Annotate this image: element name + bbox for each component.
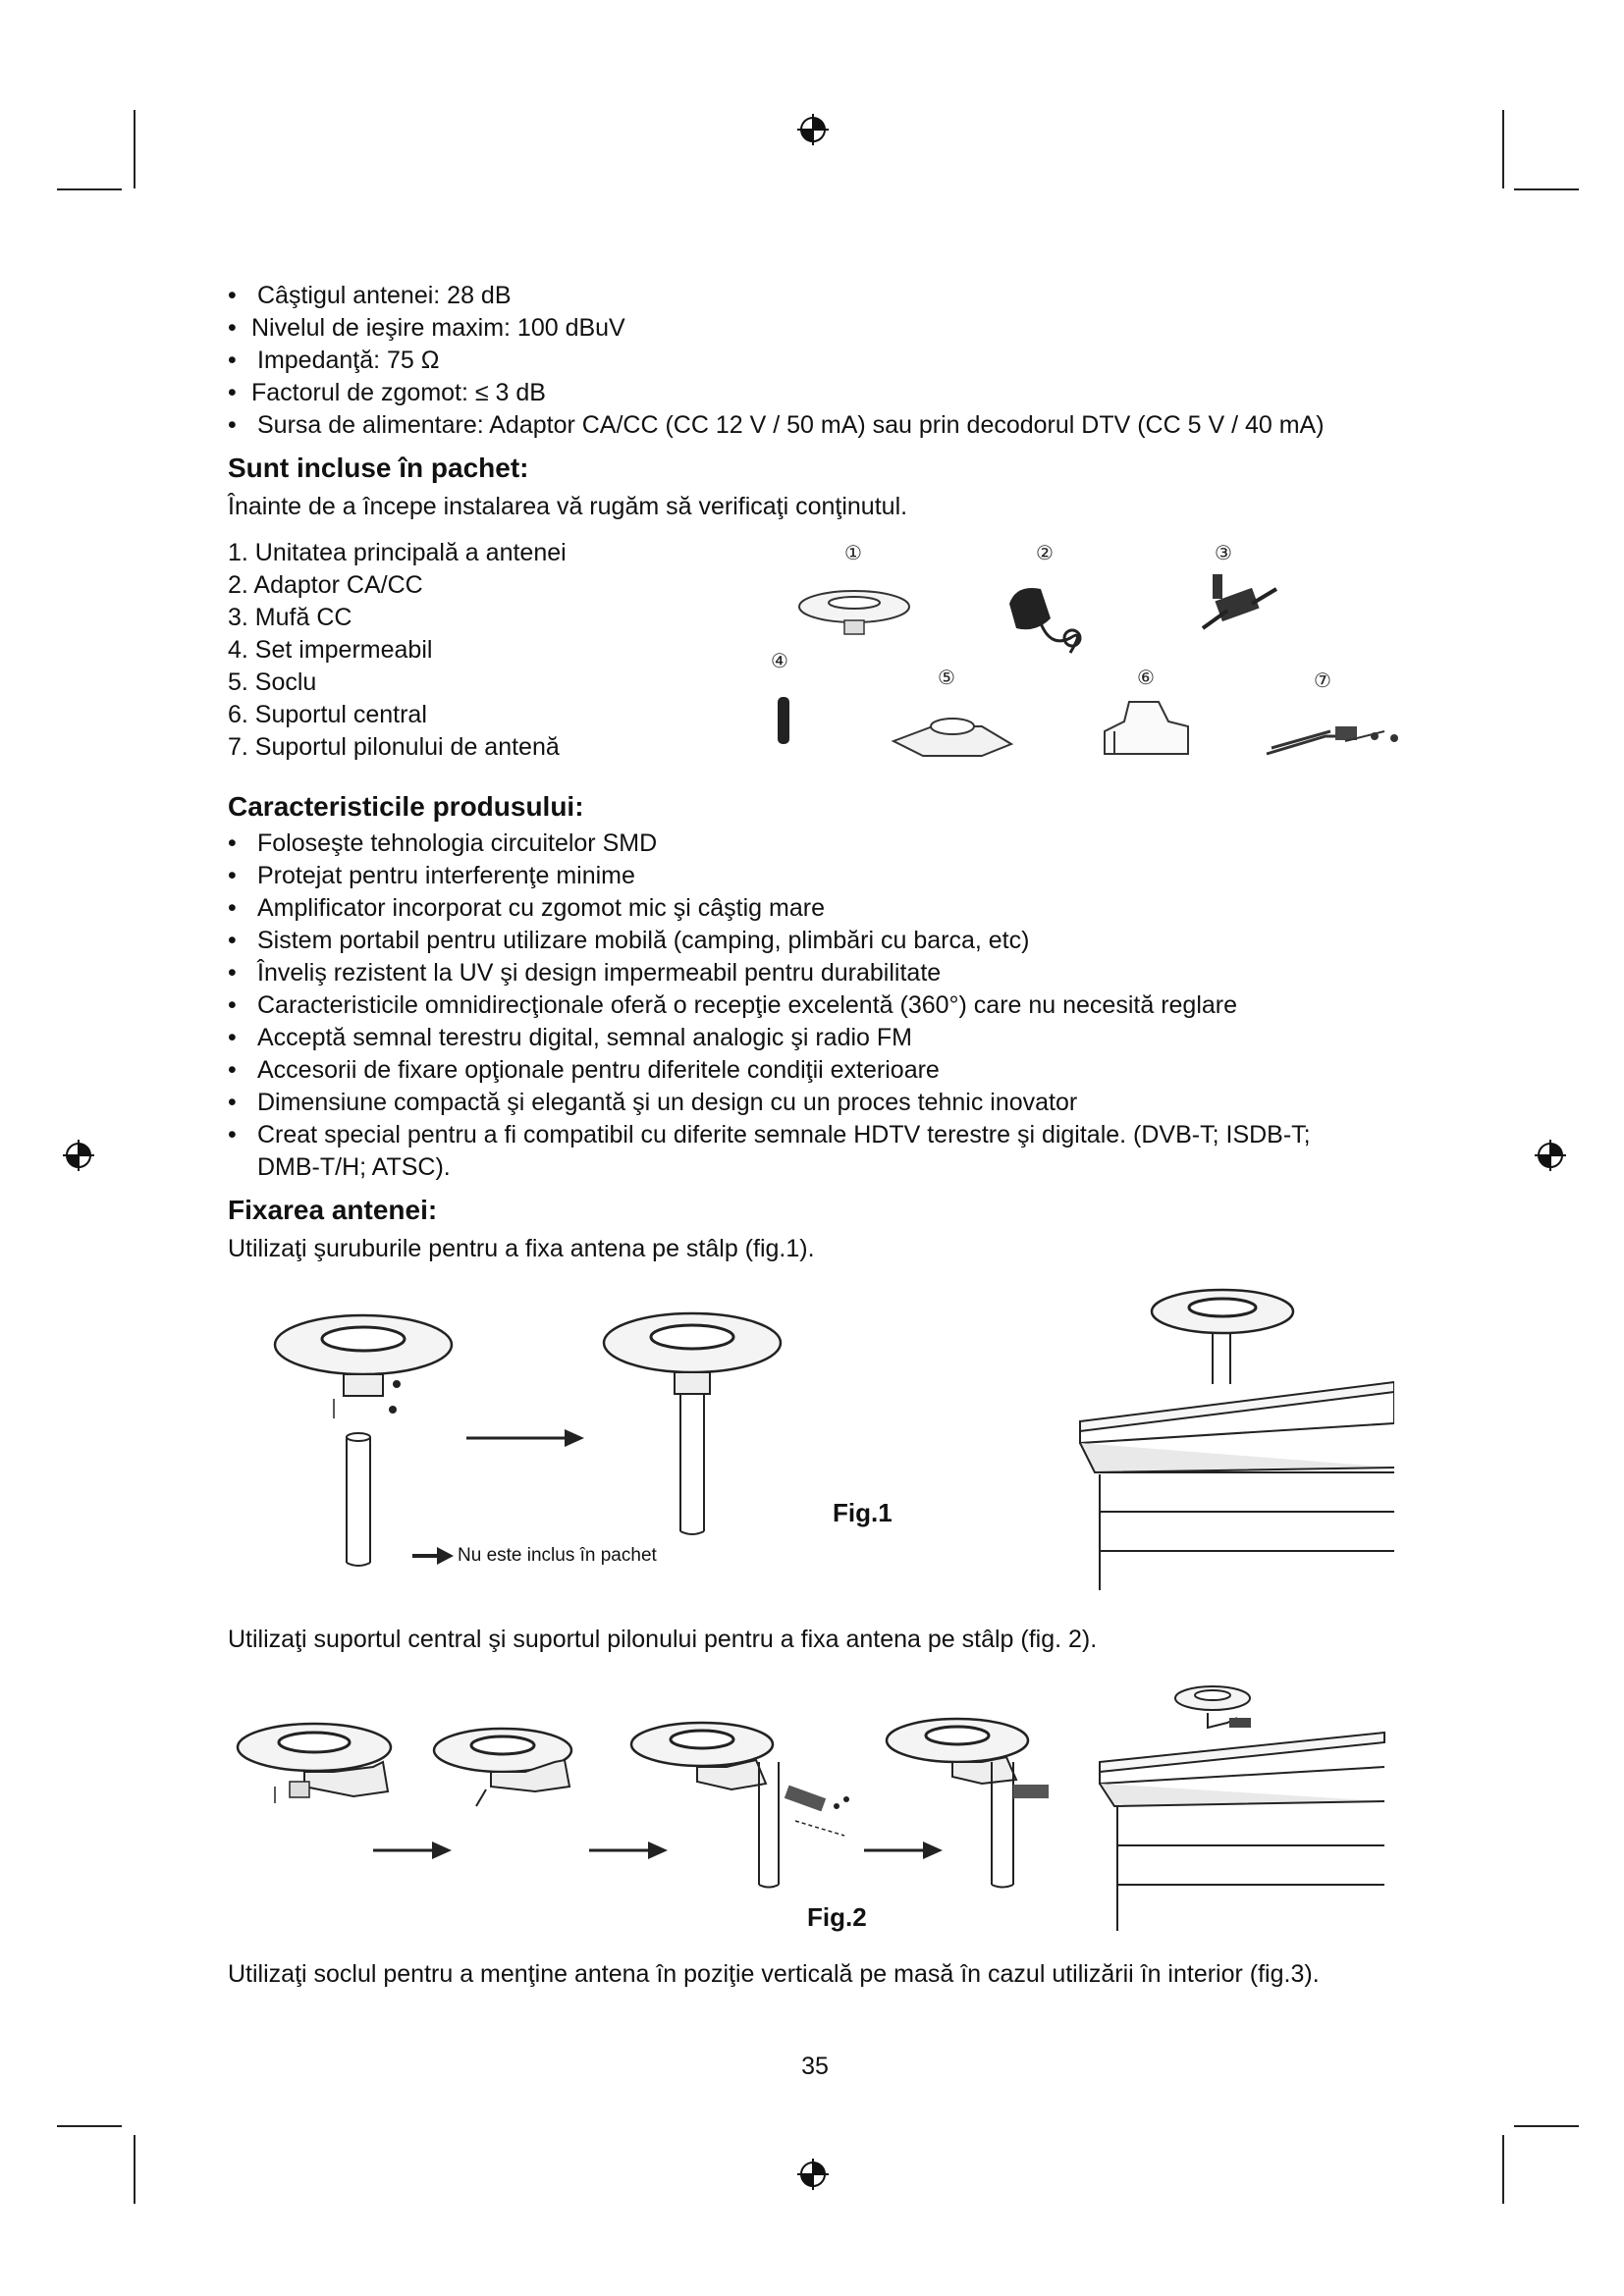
package-item: 2. Adaptor CA/CC [228, 571, 423, 599]
registration-mark-icon [796, 2158, 830, 2191]
fig2-label: Fig.2 [807, 1902, 867, 1932]
package-item: 3. Mufă CC [228, 604, 352, 631]
package-item: 4. Set impermeabil [228, 636, 433, 664]
crop-mark [1502, 110, 1504, 188]
mounting-text-3: Utilizaţi soclul pentru a menţine antena în poziţie verticală pe masă în cazul utilizării în interior (fig.3). [228, 1960, 1320, 1988]
arrow-right-icon [373, 1842, 452, 1859]
package-item: 7. Suportul pilonului de antenă [228, 733, 560, 761]
marker-3: ③ [1215, 541, 1232, 564]
crop-mark [57, 2125, 122, 2127]
antenna-bracket-assembly-icon [631, 1723, 849, 1888]
fig1-label: Fig.1 [833, 1498, 893, 1527]
fig1-callout: Nu este inclus în pachet [458, 1545, 657, 1566]
marker-4: ④ [771, 649, 788, 672]
antenna-on-roof-icon [1100, 1686, 1384, 1931]
antenna-mounted-on-pole-icon [887, 1719, 1049, 1888]
marker-5: ⑤ [938, 666, 955, 689]
power-adapter-icon [1009, 588, 1080, 653]
package-intro: Înainte de a începe instalarea vă rugăm să verificaţi conţinutul. [228, 493, 908, 520]
crop-mark [134, 110, 135, 188]
antenna-central-support-icon [434, 1729, 571, 1806]
antenna-on-roof-icon [1080, 1290, 1394, 1590]
dc-plug-icon [1203, 574, 1276, 628]
mast-bracket-icon [1267, 726, 1398, 754]
package-contents-illustration [756, 530, 1404, 775]
mounting-text-2: Utilizaţi suportul central şi suportul pilonului pentru a fixa antena pe stâlp (fig. 2). [228, 1626, 1098, 1653]
arrow-right-icon [864, 1842, 943, 1859]
arrow-right-icon [466, 1429, 584, 1447]
antenna-unit-icon [799, 591, 909, 634]
marker-1: ① [844, 541, 862, 564]
crop-mark [1514, 2125, 1579, 2127]
package-item: 1. Unitatea principală a antenei [228, 539, 567, 566]
feature-continuation: DMB-T/H; ATSC). [257, 1153, 451, 1181]
antenna-on-pole-icon [604, 1313, 781, 1534]
features-heading: Caracteristicile produsului: [228, 791, 584, 822]
package-heading: Sunt incluse în pachet: [228, 453, 529, 483]
registration-mark-icon [62, 1139, 95, 1172]
antenna-central-support-icon [238, 1724, 391, 1803]
arrow-right-icon [412, 1547, 454, 1565]
fig1-illustration [236, 1276, 1394, 1600]
antenna-with-screws-icon [275, 1315, 452, 1418]
arrow-right-icon [589, 1842, 668, 1859]
page-number: 35 [801, 2053, 829, 2080]
crop-mark [1502, 2135, 1504, 2204]
crop-mark [1514, 188, 1579, 190]
mounting-heading: Fixarea antenei: [228, 1195, 438, 1225]
registration-mark-icon [796, 113, 830, 146]
marker-7: ⑦ [1314, 668, 1331, 692]
mounting-text-1: Utilizaţi şuruburile pentru a fixa antena pe stâlp (fig.1). [228, 1235, 815, 1262]
package-item: 6. Suportul central [228, 701, 427, 728]
mast-pole-icon [347, 1433, 370, 1566]
base-stand-icon [893, 719, 1011, 756]
marker-6: ⑥ [1137, 666, 1155, 689]
crop-mark [57, 188, 122, 190]
crop-mark [134, 2135, 135, 2204]
central-support-icon [1105, 702, 1188, 754]
waterproof-set-icon [778, 697, 789, 744]
marker-2: ② [1036, 541, 1054, 564]
package-item: 5. Soclu [228, 668, 317, 696]
registration-mark-icon [1534, 1139, 1567, 1172]
